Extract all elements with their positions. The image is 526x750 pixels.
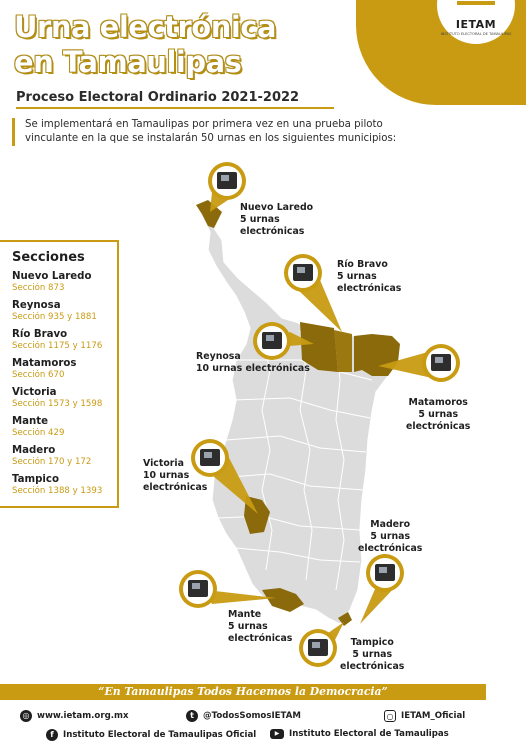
label-victoria (143, 458, 207, 494)
section-number: Sección 429 (12, 428, 65, 438)
label-rio-bravo (337, 259, 401, 295)
label-matamoros (406, 397, 470, 433)
label-count: 5 urnas (370, 531, 411, 542)
label-madero (358, 519, 422, 555)
instagram-icon: ○ (384, 710, 396, 722)
motto-banner: “En Tamaulipas Todos Hacemos la Democracia” (0, 684, 486, 700)
instagram-link[interactable] (384, 710, 465, 722)
section-city: Matamoros (12, 358, 77, 369)
label-city: Río Bravo (337, 259, 388, 270)
label-count: 10 urnas electrónicas (196, 363, 310, 374)
label-count: 10 urnas (143, 470, 190, 481)
label-city: Mante (228, 609, 262, 620)
section-city: Tampico (12, 474, 59, 485)
urn-tampico (299, 629, 337, 667)
section-item (12, 329, 117, 352)
globe-icon: ◎ (20, 710, 32, 722)
title-line-2: en Tamaulipas (14, 45, 242, 79)
label-city: Victoria (143, 458, 184, 469)
label-mante (228, 609, 292, 645)
label-count: 5 urnas (240, 214, 280, 225)
label-tampico (340, 637, 404, 673)
youtube-text: Instituto Electoral de Tamaulipas (289, 729, 449, 739)
subtitle: Proceso Electoral Ordinario 2021-2022 (16, 90, 300, 105)
sections-title: Secciones (12, 250, 85, 265)
twitter-text: @TodosSomosIETAM (203, 711, 301, 721)
website-link[interactable] (20, 710, 129, 722)
label-unit: electrónicas (240, 226, 305, 237)
label-nuevo-laredo (240, 202, 313, 238)
logo-subtitle: INSTITUTO ELECTORAL DE TAMAULIPAS (440, 32, 512, 36)
label-count: 5 urnas (352, 649, 393, 660)
section-city: Mante (12, 416, 49, 427)
section-number: Sección 1388 y 1393 (12, 486, 103, 496)
youtube-icon: ▶ (270, 729, 284, 739)
section-item (12, 474, 117, 497)
intro-text: Se implementará en Tamaulipas por primera vez en una prueba piloto vinculante en la que se instalarán 50 urnas en los siguientes municipios: (12, 118, 432, 146)
section-city: Madero (12, 445, 56, 456)
twitter-icon: t (186, 710, 198, 722)
urn-mante (179, 570, 217, 608)
section-city: Victoria (12, 387, 57, 398)
section-item (12, 445, 117, 468)
label-count: 5 urnas (337, 271, 377, 282)
logo-name: IETAM (455, 18, 497, 31)
label-unit: electrónicas (340, 661, 405, 672)
section-item (12, 358, 117, 381)
twitter-link[interactable] (186, 710, 301, 722)
label-city: Matamoros (408, 397, 468, 408)
label-reynosa (196, 351, 310, 375)
urn-matamoros (422, 344, 460, 382)
section-number: Sección 935 y 1881 (12, 312, 97, 322)
section-item (12, 271, 117, 294)
label-unit: electrónicas (406, 421, 471, 432)
website-text: www.ietam.org.mx (37, 711, 129, 721)
section-city: Reynosa (12, 300, 61, 311)
section-item (12, 300, 117, 323)
label-city: Madero (370, 519, 411, 530)
facebook-text: Instituto Electoral de Tamaulipas Oficial (63, 730, 257, 740)
section-number: Sección 1175 y 1176 (12, 341, 103, 351)
urn-madero (366, 554, 404, 592)
section-number: Sección 670 (12, 370, 65, 380)
label-city: Tampico (350, 637, 394, 648)
section-item (12, 387, 117, 410)
section-item (12, 416, 117, 439)
label-count: 5 urnas (228, 621, 268, 632)
label-count: 5 urnas (418, 409, 459, 420)
label-city: Nuevo Laredo (240, 202, 314, 213)
section-number: Sección 1573 y 1598 (12, 399, 103, 409)
section-city: Río Bravo (12, 329, 68, 340)
label-unit: electrónicas (337, 283, 402, 294)
instagram-text: IETAM_Oficial (401, 711, 466, 721)
urn-nuevo-laredo (208, 162, 246, 200)
sections-panel (0, 240, 119, 508)
section-number: Sección 170 y 172 (12, 457, 92, 467)
label-unit: electrónicas (143, 482, 208, 493)
section-city: Nuevo Laredo (12, 271, 92, 282)
facebook-icon: f (46, 729, 58, 741)
youtube-link[interactable] (270, 729, 449, 739)
facebook-link[interactable] (46, 729, 256, 741)
urn-rio-bravo (284, 254, 322, 292)
label-unit: electrónicas (358, 543, 423, 554)
title-line-1: Urna electrónica (14, 10, 277, 44)
section-number: Sección 873 (12, 283, 65, 293)
label-city: Reynosa (196, 351, 241, 362)
label-unit: electrónicas (228, 633, 293, 644)
